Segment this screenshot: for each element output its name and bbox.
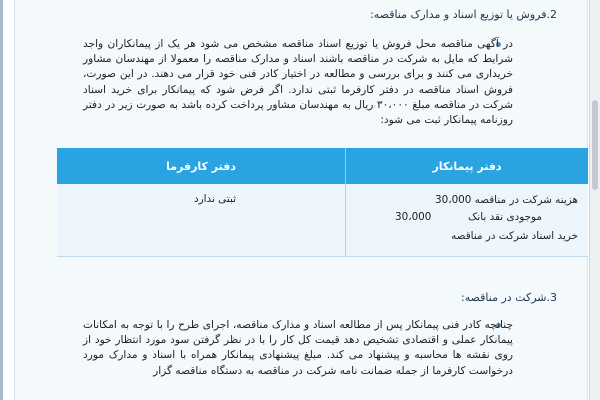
- section-1-paragraph: در آگهی مناقصه محل فروش یا توزیع اسناد مناقصه مشخص می شود هر یک از پیمانکاران واجد شرایط که مایل به شرکت در مناقصه باشند اسناد و مدارک مناقصه را معمولا از مهندسان مشاور خریداری می کنند و برای بررسی و مطالعه در اختیار کادر فنی خود قرار می دهند. در این صورت، فروش اسناد مناقصه در دفتر کارفرما ثبتی ندارد. اگر فرض شود که پیمانکار برای خرید اسناد شرکت در مناقصه مبلغ ۳۰،۰۰۰ ریال به مهندسان مشاور پرداخت کرده باشد به صورت زیر در دفتر روزنامه پیمانکار ثبت می شود:: [83, 38, 513, 127]
- vertical-scrollbar[interactable]: [589, 0, 600, 400]
- section-2-heading: 3.شرکت در مناقصه:: [461, 291, 557, 304]
- journal-row-1-label: هزینه شرکت در مناقصه: [474, 194, 578, 206]
- table-body: [57, 184, 588, 257]
- scrollbar-thumb[interactable]: [592, 100, 598, 190]
- journal-row-3-label: خرید اسناد شرکت در مناقصه: [451, 230, 578, 242]
- journal-row-1-amount: 30،000: [435, 194, 472, 206]
- section-1-heading: 2.فروش یا توزیع اسناد و مدارک مناقصه:: [370, 8, 557, 21]
- header-contractor: دفتر پیمانکار: [345, 148, 588, 184]
- table-header: [57, 148, 588, 184]
- left-border: [0, 0, 3, 400]
- journal-row-2-label: موجودی نقد بانک: [468, 211, 542, 223]
- table-divider: [345, 184, 346, 256]
- journal-row-2-amount: 30،000: [395, 211, 432, 223]
- section-2-paragraph: چنانچه کادر فنی پیمانکار پس از مطالعه اسناد و مدارک مناقصه، اجرای طرح را با توجه به امکانات پیمانکار عملی و اقتصادی تشخیص دهد قیمت کل کار را با در نظر گرفتن سود مورد انتظار خود از روی نقشه ها محاسبه و پیشنهاد می کند. مبلغ پیشنهادی پیمانکار همراه با اسناد و مدارک مورد درخواست کارفرما از جمله ضمانت نامه شرکت در مناقصه به دستگاه مناقصه گزار: [83, 319, 513, 377]
- document-page: [14, 0, 588, 400]
- employer-cell: ثبتی ندارد: [193, 193, 236, 205]
- header-employer: دفتر کارفرما: [166, 159, 236, 173]
